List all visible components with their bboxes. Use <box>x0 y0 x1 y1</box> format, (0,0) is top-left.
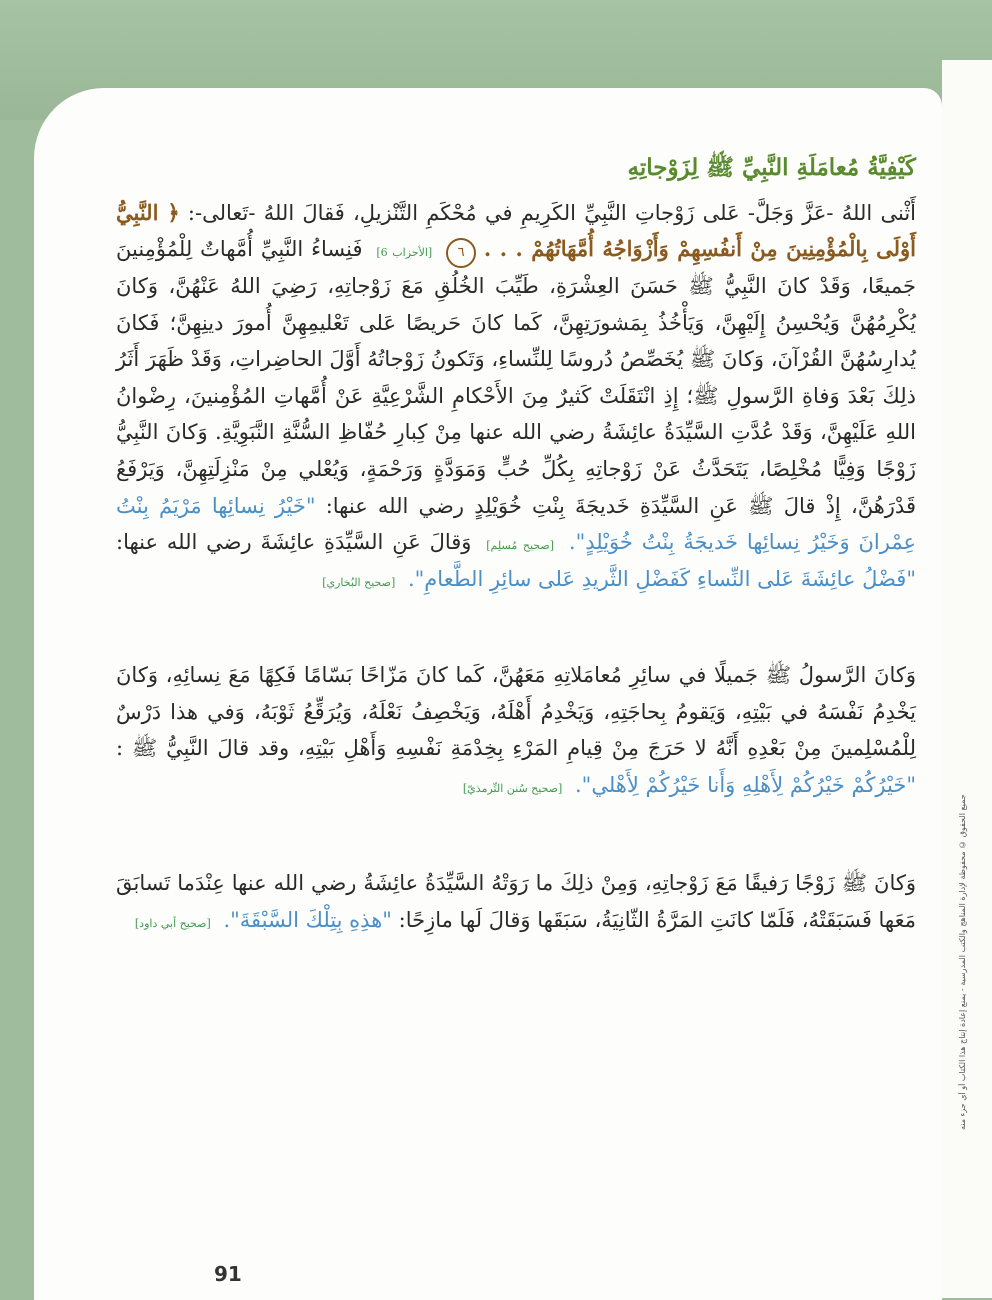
section-title: كَيْفِيَّةُ مُعامَلَةِ النَّبِيِّ ﷺ لِزَوْجاتِهِ <box>627 154 916 181</box>
p3-body: وَكانَ ﷺ زَوْجًا رَفيقًا مَعَ زَوْجاتِهِ، وَمِنْ ذلِكَ ما رَوَتْهُ السَّيِّدَةُ عائِشَةُ رضي الله عنها عِنْدَما تَسابَقَ مَعَها فَسَبَقَتْهُ، فَلَمّا كانَتِ المَرَّةُ الثّانِيَةُ، سَبَقَها وَقالَ لَها مازِحًا: <box>116 871 916 932</box>
p1-intro: أَثْنى اللهُ -عَزَّ وَجَلَّ- عَلى زَوْجاتِ النَّبِيِّ الكَرِيمِ في مُحْكَمِ التَّنْزيلِ، فَقالَ اللهُ -تَعالى-: <box>187 200 916 225</box>
paragraph-1 <box>116 195 916 597</box>
page-content <box>116 150 916 938</box>
quran-verse: ﴿ النَّبِيُّ أَوْلَى بِالْمُؤْمِنِينَ مِنْ أَنفُسِهِمْ وَأَزْوَاجُهُ أُمَّهَاتُهُمْ . . . <box>116 199 916 262</box>
ayah-number: ٦ <box>446 238 476 268</box>
paragraph-3 <box>116 865 916 938</box>
p1-body: فَنِساءُ النَّبِيِّ أُمَّهاتٌ لِلْمُؤْمِنينَ جَميعًا، وَقَدْ كانَ النَّبِيُّ ﷺ حَسَنَ العِشْرَةِ، طَيِّبَ الخُلُقِ مَعَ زَوْجاتِهِ، رَضِيَ اللهُ عَنْهُنَّ، وَكانَ يُكْرِمُهُنَّ وَيُحْسِنُ إِلَيْهِنَّ، وَيَأْخُذُ بِمَشورَتِهِنَّ، كَما كانَ حَريصًا عَلى تَعْليمِهِنَّ أُمورَ دينِهِنَّ؛ فَكانَ يُدارِسُهُنَّ القُرْآنَ، وَكانَ ﷺ يُخَصِّصُ دُروسًا لِلنِّساءِ، وَتَكونُ زَوْجاتُهُ أَوَّلَ الحاضِراتِ، وَقَدْ ظَهَرَ أَثَرُ ذلِكَ بَعْدَ وَفاةِ الرَّسولِ ﷺ؛ إِذِ انْتَقَلَتْ كَثيرٌ مِنَ الأَحْكامِ الشَّرْعِيَّةِ عَنْ أُمَّهاتِ المُؤْمِنينَ، رِضْوانُ اللهِ عَلَيْهِنَّ، وَقَدْ عُدَّتِ السَّيِّدَةُ عائِشَةُ رضي الله عنها مِنْ كِبارِ حُفّاظِ السُّنَّةِ النَّبَوِيَّةِ. وَكانَ النَّبِيُّ زَوْجًا وَفِيًّا مُخْلِصًا، يَتَحَدَّثُ عَنْ زَوْجاتِهِ بِكُلِّ حُبٍّ وَمَوَدَّةٍ وَرَحْمَةٍ، وَيُعْلي مِنْ مَنْزِلَتِهِنَّ، وَيَرْفَعُ قَدْرَهُنَّ، إِذْ قالَ ﷺ عَنِ السَّيِّدَةِ خَديجَةَ بِنْتِ خُوَيْلِدٍ رضي الله عنها: <box>116 237 916 518</box>
copyright-note: جميع الحقوق © محفوظة لإدارة المناهج والكتب المدرسية - يمنع إعادة إنتاج هذا الكتاب أو أي جزء منه <box>958 794 967 1130</box>
quran-reference: [الأحزاب 6] <box>376 246 433 260</box>
p1-bridge: وَقالَ عَنِ السَّيِّدَةِ عائِشَةَ رضي الله عنها: <box>116 530 472 555</box>
hadith-race: "هذِهِ بِتِلْكَ السَّبْقَةَ". <box>223 907 392 932</box>
paragraph-2 <box>116 657 916 803</box>
hadith-khadija: "خَيْرُ نِسائِها مَرْيَمُ بِنْتُ عِمْرانَ وَخَيْرُ نِسائِها خَديجَةُ بِنْتُ خُوَيْلِدٍ". <box>116 493 916 555</box>
page-number: 91 <box>214 1262 242 1286</box>
hadith-race-ref: [صحيح أبي داود] <box>134 916 211 930</box>
p2-body: وَكانَ الرَّسولُ ﷺ جَميلًا في سائِرِ مُعامَلاتِهِ مَعَهُنَّ، كَما كانَ مَزّاحًا بَسّامًا فَكِهًا مَعَ نِسائِهِ، وَكانَ يَخْدِمُ نَفْسَهُ في بَيْتِهِ، وَيَقومُ بِحاجَتِهِ، وَيَخْدِمُ أَهْلَهُ، وَيَخْصِفُ نَعْلَهُ، وَيُرَقِّعُ ثَوْبَهُ، وَفي هذا دَرْسٌ لِلْمُسْلِمينَ مِنْ بَعْدِهِ أَنَّهُ لا حَرَجَ مِنْ قِيامِ المَرْءِ بِخِدْمَةِ نَفْسِهِ وَأَهْلِ بَيْتِهِ، وقد قالَ النَّبِيُّ ﷺ : <box>116 663 916 761</box>
hadith-aisha-ref: [صحيح البُخاري] <box>322 575 396 589</box>
hadith-khadija-ref: [صحيح مُسلِم] <box>486 539 555 553</box>
hadith-aisha: "فَضْلُ عائِشَةَ عَلى النِّساءِ كَفَضْلِ الثَّريدِ عَلى سائِرِ الطَّعامِ". <box>407 566 916 591</box>
hadith-best-to-family-ref: [صحيح سُنن التِّرمذيّ] <box>462 781 563 795</box>
hadith-best-to-family: "خَيْرُكُمْ خَيْرُكُمْ لِأَهْلِهِ وَأَنا خَيْرُكُمْ لِأَهْلي". <box>575 772 916 797</box>
